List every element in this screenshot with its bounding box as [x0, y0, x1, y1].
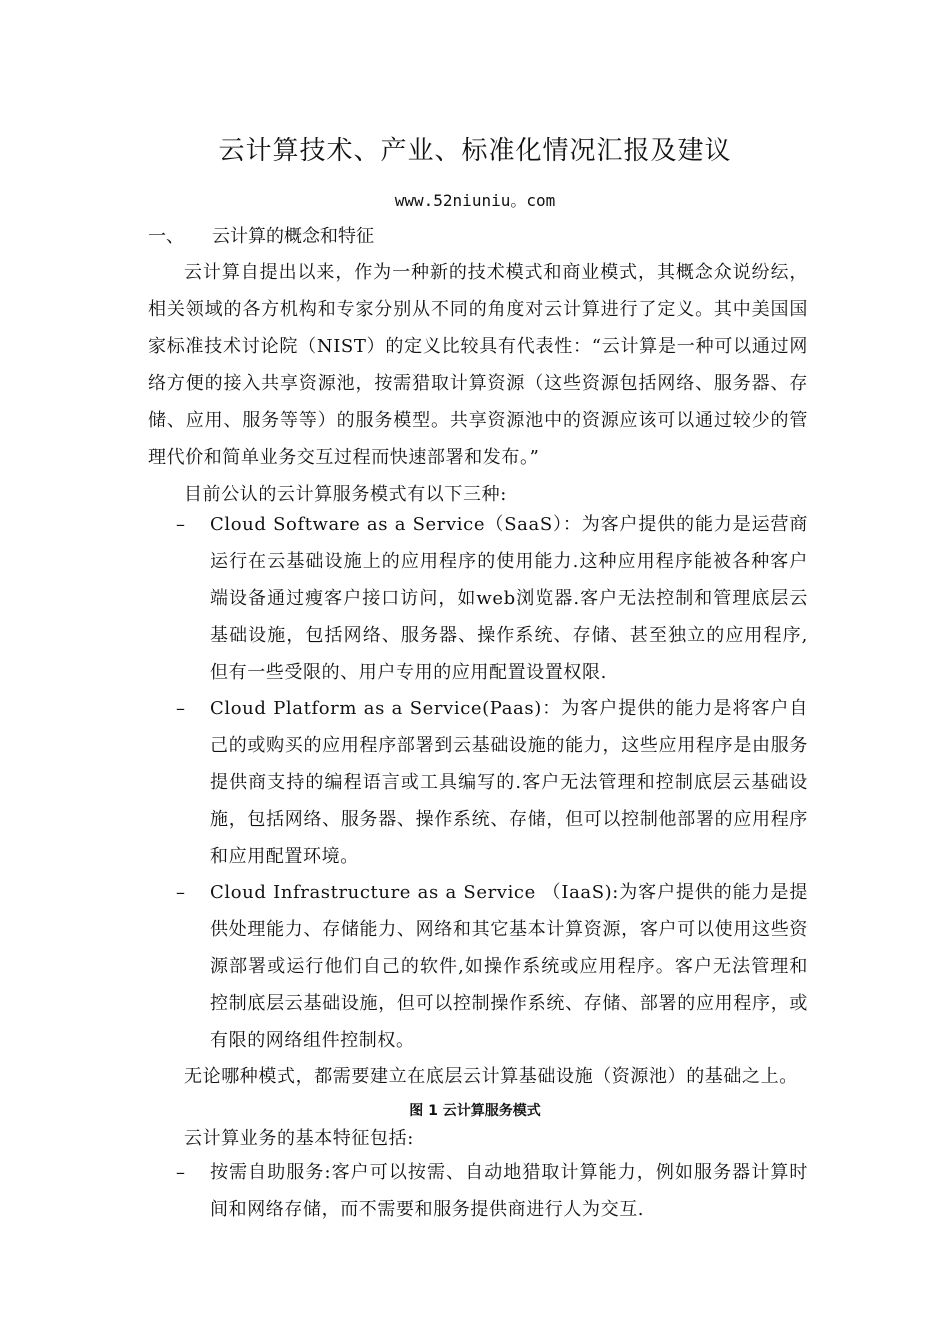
dash-marker: – [176, 698, 186, 719]
source-url: www.52niuniu。com [394, 191, 556, 210]
intro-paragraph: 云计算自提出以来，作为一种新的技术模式和商业模式，其概念众说纷纭，相关领域的各方机构和专家分别从不同的角度对云计算进行了定义。其中美国国家标准技术讨论院（NIST）的定义比较具有代表性：“云计算是一种可以通过网络方便的接入共享资源池，按需猎取计算资源（这些资源包括网络、服务器、存储、应用、服务等等）的服务模型。共享资源池中的资源应该可以通过较少的管理代价和简单业务交互过程而快速部署和发布。” [148, 262, 808, 468]
dash-marker: – [176, 1162, 186, 1183]
section-title: 云计算的概念和特征 [212, 226, 374, 247]
feature-item [148, 1154, 808, 1228]
model-item-saas [148, 506, 808, 691]
models-intro: 目前公认的云计算服务模式有以下三种: [184, 484, 507, 505]
document-title: 云计算技术、产业、标准化情况汇报及建议 [218, 136, 732, 166]
feature-text: 按需自助服务:客户可以按需、自动地猎取计算能力，例如服务器计算时间和网络存储，而不需要和服务提供商进行人为交互. [210, 1162, 808, 1220]
features-intro: 云计算业务的基本特征包括: [184, 1128, 414, 1149]
model-item-iaas [148, 874, 808, 1059]
section-number: 一、 [148, 226, 184, 247]
section-heading [148, 220, 808, 254]
model-item-paas [148, 690, 808, 875]
figure-caption: 图 1 云计算服务模式 [409, 1103, 541, 1119]
model-text: Cloud Platform as a Service(Paas)：为客户提供的能力是将客户自己的或购买的应用程序部署到云基础设施的能力，这些应用程序是由服务提供商支持的编程语言或工具编写的.客户无法管理和控制底层云基础设施，包括网络、服务器、操作系统、存储，但可以控制他部署的应用程序和应用配置环境。 [210, 698, 808, 867]
model-text: Cloud Infrastructure as a Service （IaaS):为客户提供的能力是提供处理能力、存储能力、网络和其它基本计算资源，客户可以使用这些资源部署或运行他们自己的软件,如操作系统或应用程序。客户无法管理和控制底层云基础设施，但可以控制操作系统、存储、部署的应用程序，或有限的网络组件控制权。 [210, 882, 808, 1051]
models-summary: 无论哪种模式，都需要建立在底层云计算基础设施（资源池）的基础之上。 [184, 1066, 798, 1087]
dash-marker: – [176, 514, 186, 535]
model-text: Cloud Software as a Service（SaaS）：为客户提供的能力是运营商运行在云基础设施上的应用程序的使用能力.这种应用程序能被各种客户端设备通过瘦客户接口访问，如web浏览器.客户无法控制和管理底层云基础设施，包括网络、服务器、操作系统、存储、甚至独立的应用程序,但有一些受限的、用户专用的应用配置设置权限. [210, 514, 808, 683]
dash-marker: – [176, 882, 186, 903]
